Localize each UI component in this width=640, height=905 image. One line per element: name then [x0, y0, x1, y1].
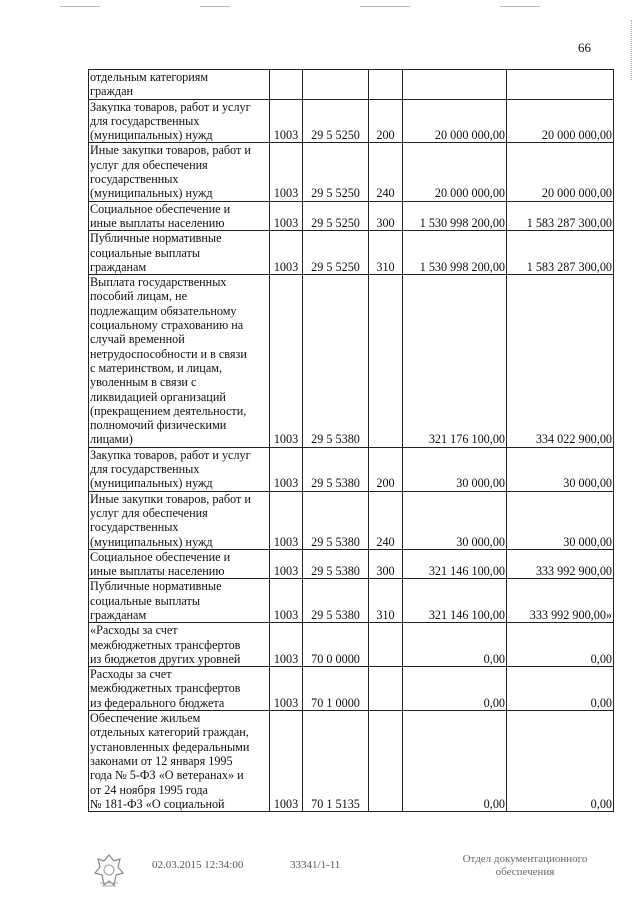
row-amount-2016-cell: 334 022 900,00 [507, 275, 614, 448]
row-section-cell: 1003 [270, 667, 303, 711]
table-row [89, 143, 614, 201]
row-name-cell: Социальное обеспечение и иные выплаты населению [89, 201, 270, 231]
row-section-cell: 1003 [270, 549, 303, 579]
row-vr-cell [369, 667, 403, 711]
stamp-date: 02.03.2015 12:34:00 [152, 859, 244, 871]
table-row [89, 99, 614, 143]
row-vr-cell [369, 70, 403, 100]
row-name-cell: «Расходы за счет межбюджетных трансфертов из бюджетов других уровней [89, 623, 270, 667]
row-amount-2016-cell: 0,00 [507, 667, 614, 711]
row-csr-cell [303, 70, 369, 100]
row-section-cell: 1003 [270, 143, 303, 201]
table-row [89, 447, 614, 491]
row-amount-2016-cell: 1 583 287 300,00 [507, 231, 614, 275]
row-vr-cell: 200 [369, 99, 403, 143]
row-section-cell [270, 70, 303, 100]
row-section-cell: 1003 [270, 99, 303, 143]
page-footer [0, 853, 640, 893]
row-amount-2016-cell: 20 000 000,00 [507, 99, 614, 143]
row-csr-cell: 29 5 5380 [303, 549, 369, 579]
budget-table-body [89, 70, 614, 812]
row-section-cell: 1003 [270, 491, 303, 549]
row-amount-2016-cell: 20 000 000,00 [507, 143, 614, 201]
row-amount-2015-cell: 321 146 100,00 [403, 549, 507, 579]
row-amount-2016-cell: 30 000,00 [507, 447, 614, 491]
row-section-cell: 1003 [270, 623, 303, 667]
row-section-cell: 1003 [270, 579, 303, 623]
row-name-cell: Обеспечение жильем отдельных категорий граждан, установленных федеральными законами от 12 января 1995 года № 5-ФЗ «О ветеранах» и от 24 ноября 1995 года № 181-ФЗ «О социальной [89, 711, 270, 812]
row-csr-cell: 29 5 5250 [303, 99, 369, 143]
row-amount-2015-cell: 1 530 998 200,00 [403, 201, 507, 231]
row-section-cell: 1003 [270, 275, 303, 448]
row-name-cell: Выплата государственных пособий лицам, не подлежащим обязательному социальному страхованию на случай временной нетрудоспособности и в связи с материнством, и лицам, уволенным в связи с ликвидацией организаций (прекращением деятельности, полномочий физическими лицами) [89, 275, 270, 448]
table-row [89, 201, 614, 231]
row-amount-2015-cell: 1 530 998 200,00 [403, 231, 507, 275]
row-csr-cell: 70 1 5135 [303, 711, 369, 812]
row-amount-2016-cell: 333 992 900,00» [507, 579, 614, 623]
row-section-cell: 1003 [270, 447, 303, 491]
row-csr-cell: 29 5 5380 [303, 447, 369, 491]
row-amount-2016-cell: 333 992 900,00 [507, 549, 614, 579]
stamp-code: 33341/1-11 [290, 859, 341, 871]
row-csr-cell: 29 5 5250 [303, 231, 369, 275]
row-amount-2016-cell: 30 000,00 [507, 491, 614, 549]
page-number: 66 [578, 40, 591, 55]
row-csr-cell: 29 5 5380 [303, 275, 369, 448]
row-amount-2015-cell: 30 000,00 [403, 491, 507, 549]
row-amount-2015-cell: 0,00 [403, 623, 507, 667]
row-vr-cell: 300 [369, 549, 403, 579]
row-csr-cell: 70 1 0000 [303, 667, 369, 711]
table-row [89, 231, 614, 275]
row-csr-cell: 70 0 0000 [303, 623, 369, 667]
row-amount-2015-cell: 321 176 100,00 [403, 275, 507, 448]
row-csr-cell: 29 5 5380 [303, 579, 369, 623]
row-amount-2015-cell: 20 000 000,00 [403, 99, 507, 143]
row-section-cell: 1003 [270, 711, 303, 812]
row-name-cell: Иные закупки товаров, работ и услуг для обеспечения государственных (муниципальных) нужд [89, 491, 270, 549]
row-vr-cell: 310 [369, 231, 403, 275]
row-vr-cell: 200 [369, 447, 403, 491]
row-csr-cell: 29 5 5250 [303, 143, 369, 201]
row-amount-2016-cell: 1 583 287 300,00 [507, 201, 614, 231]
table-row [89, 667, 614, 711]
row-section-cell: 1003 [270, 201, 303, 231]
row-name-cell: Закупка товаров, работ и услуг для государственных (муниципальных) нужд [89, 447, 270, 491]
stamp-department: Отдел документационного обеспечения [462, 853, 588, 878]
row-csr-cell: 29 5 5380 [303, 491, 369, 549]
row-vr-cell: 300 [369, 201, 403, 231]
row-amount-2016-cell: 0,00 [507, 623, 614, 667]
row-name-cell: Расходы за счет межбюджетных трансфертов из федерального бюджета [89, 667, 270, 711]
row-amount-2015-cell: 30 000,00 [403, 447, 507, 491]
row-vr-cell: 240 [369, 491, 403, 549]
table-row [89, 275, 614, 448]
row-amount-2015-cell: 20 000 000,00 [403, 143, 507, 201]
row-amount-2015-cell: 321 146 100,00 [403, 579, 507, 623]
row-name-cell: Публичные нормативные социальные выплаты гражданам [89, 231, 270, 275]
table-row [89, 711, 614, 812]
scan-artifacts [60, 6, 560, 10]
row-csr-cell: 29 5 5250 [303, 201, 369, 231]
row-vr-cell: 240 [369, 143, 403, 201]
row-vr-cell [369, 275, 403, 448]
row-name-cell: Публичные нормативные социальные выплаты гражданам [89, 579, 270, 623]
row-vr-cell [369, 623, 403, 667]
table-row [89, 623, 614, 667]
row-amount-2015-cell: 0,00 [403, 667, 507, 711]
row-amount-2015-cell [403, 70, 507, 100]
row-amount-2016-cell: 0,00 [507, 711, 614, 812]
row-name-cell: отдельным категориям граждан [89, 70, 270, 100]
row-section-cell: 1003 [270, 231, 303, 275]
budget-table [88, 69, 614, 812]
coat-of-arms-icon [92, 853, 126, 889]
table-row [89, 579, 614, 623]
row-amount-2015-cell: 0,00 [403, 711, 507, 812]
table-row [89, 491, 614, 549]
table-row [89, 70, 614, 100]
row-vr-cell: 310 [369, 579, 403, 623]
row-name-cell: Иные закупки товаров, работ и услуг для обеспечения государственных (муниципальных) нужд [89, 143, 270, 201]
row-name-cell: Социальное обеспечение и иные выплаты населению [89, 549, 270, 579]
scan-edge-artifact [631, 20, 634, 80]
row-amount-2016-cell [507, 70, 614, 100]
row-vr-cell [369, 711, 403, 812]
row-name-cell: Закупка товаров, работ и услуг для государственных (муниципальных) нужд [89, 99, 270, 143]
table-row [89, 549, 614, 579]
